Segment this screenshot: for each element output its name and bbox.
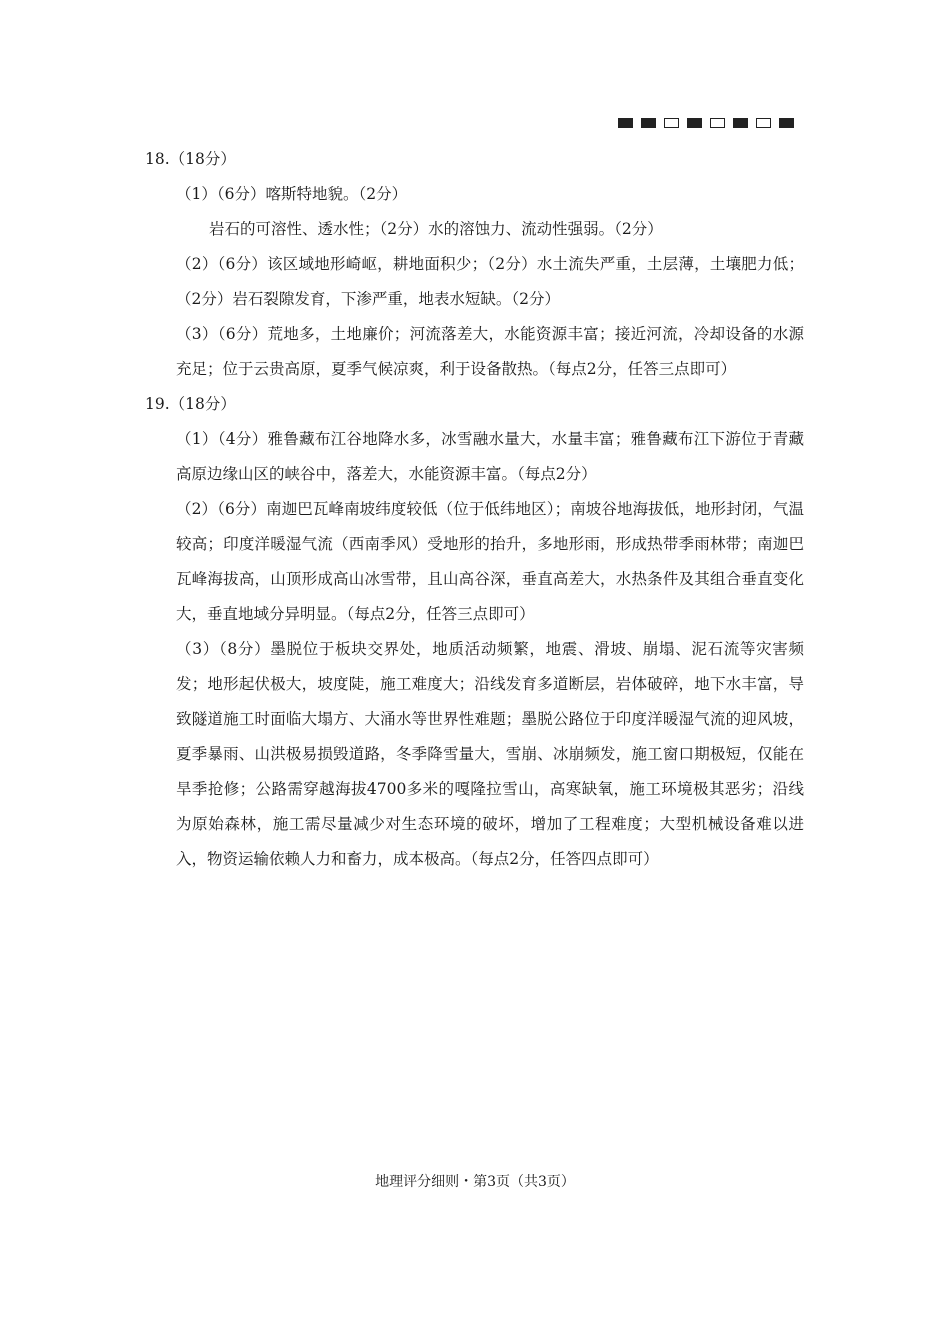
answer-paragraph: （3）（6分）荒地多，土地廉价；河流落差大，水能资源丰富；接近河流，冷却设备的水源充足；位于云贵高原，夏季气候凉爽，利于设备散热。（每点2分，任答三点即可） xyxy=(176,325,804,378)
answer-paragraph: 岩石的可溶性、透水性；（2分）水的溶蚀力、流动性强弱。（2分） xyxy=(209,220,663,238)
header-mark xyxy=(756,118,771,128)
header-mark xyxy=(733,118,748,128)
header-mark xyxy=(664,118,679,128)
question-heading: 18.（18分） xyxy=(145,150,236,168)
answer-content xyxy=(0,142,950,877)
answer-paragraph: （1）（6分）喀斯特地貌。（2分） xyxy=(176,185,408,203)
header-mark xyxy=(779,118,794,128)
header-mark xyxy=(687,118,702,128)
answer-paragraph: （3）（8分）墨脱位于板块交界处，地质活动频繁，地震、滑坡、崩塌、泥石流等灾害频发；地形起伏极大，坡度陡，施工难度大；沿线发育多道断层，岩体破碎，地下水丰富，导致隧道施工时面临大塌方、大涌水等世界性难题；墨脱公路位于印度洋暖湿气流的迎风坡，夏季暴雨、山洪极易损毁道路，冬季降雪量大，雪崩、冰崩频发，施工窗口期极短，仅能在旱季抢修；公路需穿越海拔4700多米的嘎隆拉雪山，高寒缺氧，施工环境极其恶劣；沿线为原始森林，施工需尽量减少对生态环境的破坏，增加了工程难度；大型机械设备难以进入，物资运输依赖人力和畜力，成本极高。（每点2分，任答四点即可） xyxy=(176,640,804,868)
answer-paragraph: （2）（6分）南迦巴瓦峰南坡纬度较低（位于低纬地区）；南坡谷地海拔低，地形封闭，气温较高；印度洋暖湿气流（西南季风）受地形的抬升，多地形雨，形成热带季雨林带；南迦巴瓦峰海拔高，山顶形成高山冰雪带，且山高谷深，垂直高差大，水热条件及其组合垂直变化大，垂直地域分异明显。（每点2分，任答三点即可） xyxy=(176,500,804,623)
header-mark xyxy=(641,118,656,128)
question-heading: 19.（18分） xyxy=(145,395,236,413)
page-footer: 地理评分细则・第3页（共3页） xyxy=(375,1174,575,1190)
answer-paragraph: （1）（4分）雅鲁藏布江谷地降水多，冰雪融水量大，水量丰富；雅鲁藏布江下游位于青藏高原边缘山区的峡谷中，落差大，水能资源丰富。（每点2分） xyxy=(176,430,804,483)
header-mark xyxy=(710,118,725,128)
header-marks xyxy=(618,118,794,128)
header-mark xyxy=(618,118,633,128)
answer-paragraph: （2）（6分）该区域地形崎岖，耕地面积少；（2分）水土流失严重，土层薄，土壤肥力低；（2分）岩石裂隙发育，下渗严重，地表水短缺。（2分） xyxy=(176,255,804,308)
